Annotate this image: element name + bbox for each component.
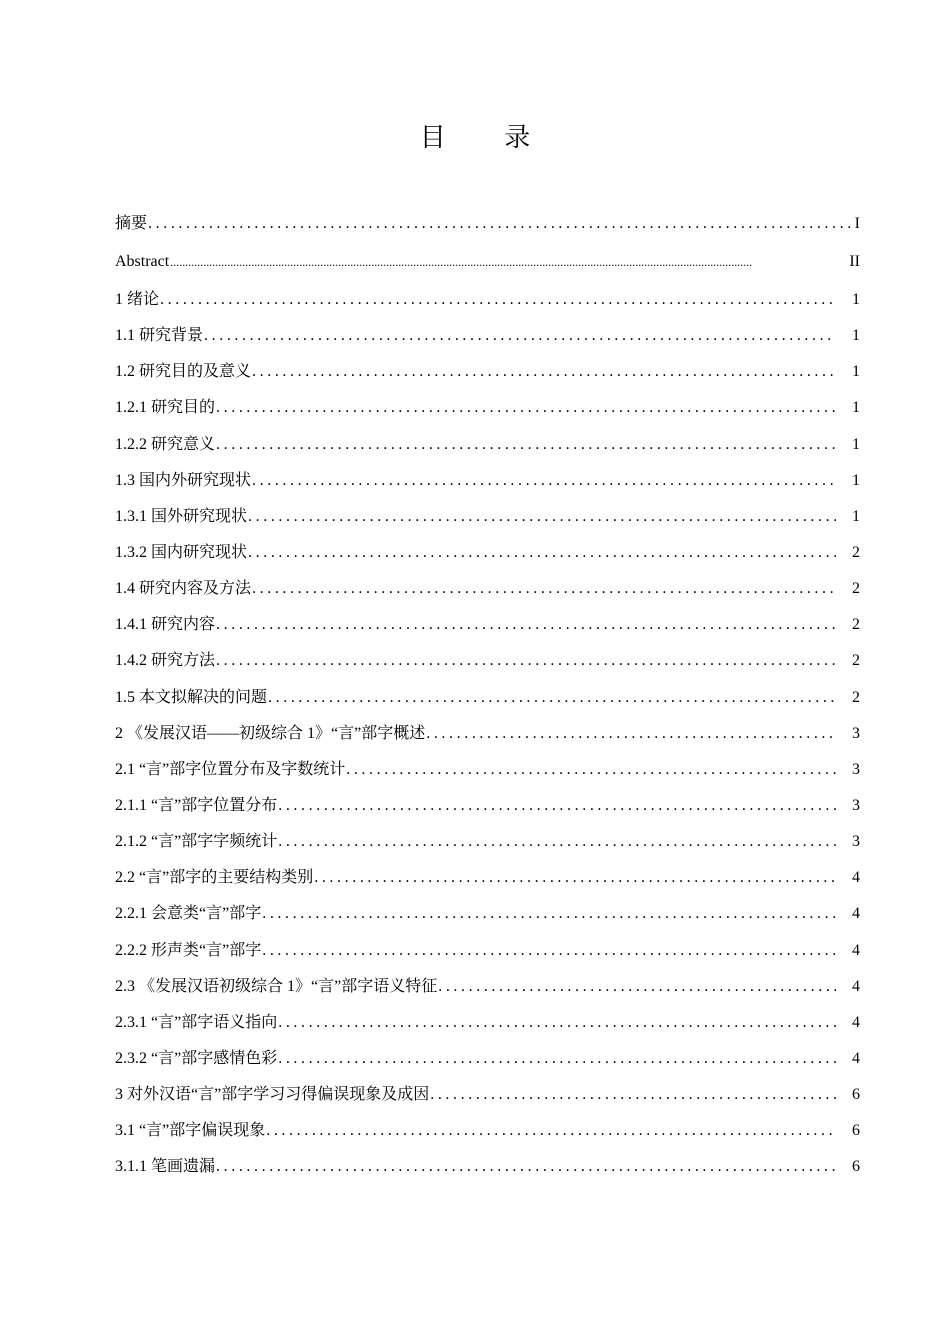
toc-dot-leader <box>278 1005 836 1041</box>
toc-entry-page: I <box>854 215 860 232</box>
toc-entry-label: 2.2.1 会意类“言”部字 <box>115 905 262 923</box>
toc-entry-label: 2.2 “言”部字的主要结构类别 <box>115 869 314 887</box>
toc-entry-label: 2.3.1 “言”部字语义指向 <box>115 1013 278 1031</box>
toc-dot-leader <box>216 607 836 643</box>
toc-entry-label: 1.3.1 国外研究现状 <box>115 507 248 525</box>
toc-entry-label: 3.1 “言”部字偏误现象 <box>115 1122 266 1140</box>
toc-entry-label: 2 《发展汉语——初级综合 1》“言”部字概述 <box>115 724 426 742</box>
toc-dot-leader <box>430 1077 836 1113</box>
toc-entry[interactable] <box>115 1041 860 1077</box>
toc-dot-leader <box>266 1113 836 1149</box>
toc-entry-page: 6 <box>852 1086 860 1104</box>
toc-dot-leader <box>252 354 836 390</box>
toc-dot-leader <box>262 896 836 932</box>
toc-entry-page: 4 <box>852 1049 860 1067</box>
toc-dot-leader <box>148 206 853 242</box>
toc-entry-label: 3 对外汉语“言”部字学习习得偏误现象及成因 <box>115 1086 430 1104</box>
toc-entry-page: 4 <box>852 941 860 959</box>
toc-dot-leader <box>216 643 836 679</box>
toc-dot-leader <box>216 390 836 426</box>
toc-entry-page: 1 <box>852 507 860 525</box>
page-title: 目 录 <box>419 123 557 152</box>
toc-entry-page: 1 <box>852 471 860 489</box>
table-of-contents <box>115 206 860 1186</box>
toc-dot-leader <box>248 499 836 535</box>
toc-entry[interactable] <box>115 788 860 824</box>
toc-entry-label: 摘要 <box>115 215 148 232</box>
toc-dot-leader <box>204 318 836 354</box>
toc-dot-leader <box>252 571 836 607</box>
toc-entry-page: 1 <box>852 435 860 453</box>
toc-entry-page: 6 <box>852 1122 860 1140</box>
toc-entry[interactable] <box>115 860 860 896</box>
toc-entry-page: 2 <box>852 652 860 670</box>
toc-entry-label: 2.3.2 “言”部字感情色彩 <box>115 1049 278 1067</box>
toc-dot-leader <box>278 824 836 860</box>
toc-dot-leader <box>262 933 836 969</box>
toc-entry-page: 1 <box>852 291 860 308</box>
toc-entry-label: 1.3.2 国内研究现状 <box>115 543 248 561</box>
toc-entry-page: 3 <box>852 833 860 851</box>
toc-entry[interactable] <box>115 282 860 318</box>
toc-entry-page: 1 <box>852 327 860 345</box>
toc-entry-label: 1.1 研究背景 <box>115 327 204 345</box>
toc-entry[interactable] <box>115 354 860 390</box>
toc-entry-label: 1.2 研究目的及意义 <box>115 363 252 381</box>
toc-entry-page: 1 <box>852 363 860 381</box>
toc-entry[interactable] <box>115 463 860 499</box>
toc-entry[interactable] <box>115 244 860 282</box>
toc-entry-page: 3 <box>852 760 860 778</box>
toc-entry-label: 1.5 本文拟解决的问题 <box>115 688 268 706</box>
toc-entry-label: 3.1.1 笔画遗漏 <box>115 1158 216 1176</box>
toc-entry-label: 1.4 研究内容及方法 <box>115 580 252 598</box>
toc-dot-leader <box>438 969 836 1005</box>
toc-dot-leader <box>160 282 836 318</box>
toc-entry-label: 1.4.2 研究方法 <box>115 652 216 670</box>
toc-dot-leader <box>216 427 836 463</box>
toc-entry[interactable] <box>115 390 860 426</box>
toc-dot-leader <box>278 1041 836 1077</box>
toc-entry-page: 1 <box>852 399 860 417</box>
toc-entry-page: 4 <box>852 905 860 923</box>
toc-entry-page: 3 <box>852 796 860 814</box>
toc-entry[interactable] <box>115 571 860 607</box>
toc-entry[interactable] <box>115 752 860 788</box>
toc-dot-leader <box>268 680 836 716</box>
toc-entry-page: 4 <box>852 869 860 887</box>
toc-entry-label: 2.1.2 “言”部字字频统计 <box>115 833 278 851</box>
toc-entry[interactable] <box>115 824 860 860</box>
toc-entry-page: II <box>849 253 860 270</box>
toc-entry[interactable] <box>115 1005 860 1041</box>
toc-dot-leader <box>314 860 836 896</box>
toc-entry-page: 2 <box>852 580 860 598</box>
toc-entry[interactable] <box>115 716 860 752</box>
toc-entry-page: 3 <box>852 724 860 742</box>
toc-entry[interactable] <box>115 680 860 716</box>
toc-entry[interactable] <box>115 607 860 643</box>
toc-entry[interactable] <box>115 933 860 969</box>
toc-entry-label: 2.3 《发展汉语初级综合 1》“言”部字语义特征 <box>115 977 438 995</box>
toc-entry[interactable] <box>115 643 860 679</box>
toc-entry-label: 2.2.2 形声类“言”部字 <box>115 941 262 959</box>
toc-entry[interactable] <box>115 1077 860 1113</box>
toc-entry-page: 2 <box>852 616 860 634</box>
toc-entry-label: 1.2.1 研究目的 <box>115 399 216 417</box>
toc-dot-leader <box>252 463 836 499</box>
toc-entry[interactable] <box>115 535 860 571</box>
toc-entry-page: 4 <box>852 1013 860 1031</box>
toc-entry[interactable] <box>115 499 860 535</box>
toc-entry-label: Abstract <box>115 253 170 270</box>
toc-dot-leader <box>278 788 836 824</box>
toc-entry-page: 4 <box>852 977 860 995</box>
toc-entry-label: 1 绪论 <box>115 291 160 308</box>
toc-entry[interactable] <box>115 1149 860 1185</box>
toc-dot-leader <box>426 716 836 752</box>
toc-dot-leader <box>248 535 836 571</box>
toc-entry-page: 2 <box>852 543 860 561</box>
toc-entry-label: 1.3 国内外研究现状 <box>115 471 252 489</box>
toc-dot-leader <box>170 244 847 280</box>
toc-entry[interactable] <box>115 318 860 354</box>
toc-entry-label: 2.1 “言”部字位置分布及字数统计 <box>115 760 346 778</box>
toc-dot-leader <box>216 1149 836 1185</box>
toc-dot-leader <box>346 752 836 788</box>
toc-entry-label: 2.1.1 “言”部字位置分布 <box>115 796 278 814</box>
toc-entry[interactable] <box>115 896 860 932</box>
toc-entry[interactable] <box>115 969 860 1005</box>
toc-entry-page: 6 <box>852 1158 860 1176</box>
toc-entry[interactable] <box>115 427 860 463</box>
toc-entry[interactable] <box>115 1113 860 1149</box>
toc-entry-label: 1.2.2 研究意义 <box>115 435 216 453</box>
toc-entry[interactable] <box>115 206 860 244</box>
toc-entry-page: 2 <box>852 688 860 706</box>
toc-entry-label: 1.4.1 研究内容 <box>115 616 216 634</box>
